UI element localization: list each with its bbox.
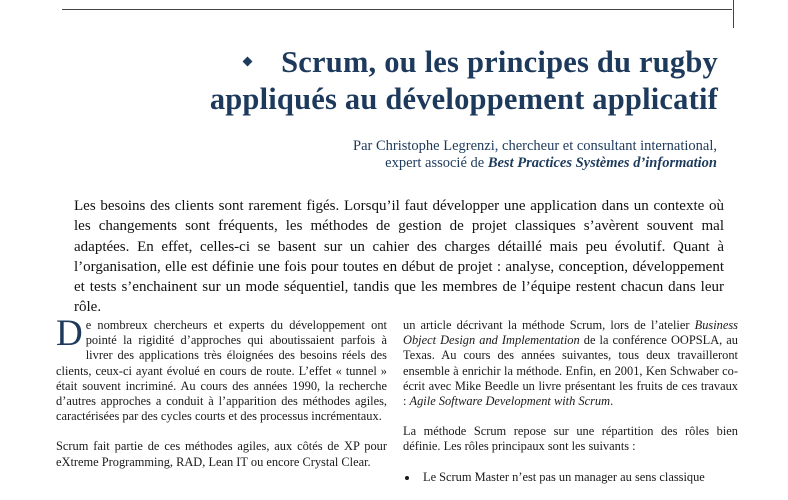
title-line-1: Scrum, ou les principes du rugby <box>281 45 718 79</box>
right-p1-c: . <box>610 394 614 409</box>
right-p1-a: un article décrivant la méthode Scrum, lors de l’atelier <box>403 318 695 332</box>
article-title <box>210 44 718 118</box>
drop-cap: D <box>56 313 83 354</box>
corner-rule <box>733 0 734 28</box>
left-column <box>56 313 387 485</box>
right-column <box>403 318 738 485</box>
left-paragraph-2: Scrum fait partie de ces méthodes agiles, aux côtés de XP pour eXtreme Programming, RAD, Lean IT ou encore Crystal Clear. <box>56 439 387 469</box>
roles-list <box>403 470 738 485</box>
left-paragraph-1 <box>56 313 387 424</box>
left-paragraph-1-text: e nombreux chercheurs et experts du développement ont pointé la rigidité d’approches qui aboutissaient parfois à livrer des applications très éloignées des besoins réels des clients, ceux-ci ayant évolué en cours de route. L’effet « tunnel » était souvent incriminé. Au cours des années 1990, la recherche d’autres approches a conduit à l’apparition des méthodes agiles, caractérisées par des cycles courts et des processus incrémentaux. <box>56 318 387 424</box>
list-item <box>403 470 738 485</box>
diamond-bullet-icon <box>243 56 253 66</box>
byline <box>353 138 717 172</box>
right-p1-book-title: Agile Software Development with Scrum <box>409 394 611 409</box>
byline-line-2-prefix: expert associé de <box>385 155 488 171</box>
bullet-dot-icon <box>405 476 409 480</box>
byline-organization: Best Practices Systèmes d’information <box>487 155 717 171</box>
intro-paragraph: Les besoins des clients sont rarement figés. Lorsqu’il faut développer une application dans un contexte où les changements sont fréquents, les méthodes de gestion de projet classiques s’avèrent souvent mal adaptées. En effet, celles-ci se basent sur un cahier des charges détaillé mais peu évolutif. Quant à l’organisation, elle est définie une fois pour toutes en début de projet : analyse, conception, développement et tests s’enchainent sur un mode séquentiel, tandis que les membres de l’équipe restent chacun dans leur rôle. <box>74 198 724 316</box>
right-paragraph-2: La méthode Scrum repose sur une répartition des rôles bien définie. Les rôles principaux sont les suivants : <box>403 424 738 454</box>
right-paragraph-1 <box>403 318 738 409</box>
byline-line-1: Par Christophe Legrenzi, chercheur et consultant international, <box>353 138 717 154</box>
right-p1-workshop: Business Object Design and Implementation <box>403 318 738 348</box>
top-rule <box>62 9 732 10</box>
title-line-2: appliqués au développement applicatif <box>209 82 718 116</box>
title-block <box>210 44 718 118</box>
list-item-text: Le Scrum Master n’est pas un manager au sens classique <box>423 469 705 484</box>
right-p1-b: de la conférence OOPSLA, au Texas. Au cours des années suivantes, tous deux travailleront ensemble à enrichir la méthode. Enfin, en 2001, Ken Schwaber co-écrit avec Mike Beedle un livre présentant les fruits de ces travaux : <box>403 333 739 409</box>
